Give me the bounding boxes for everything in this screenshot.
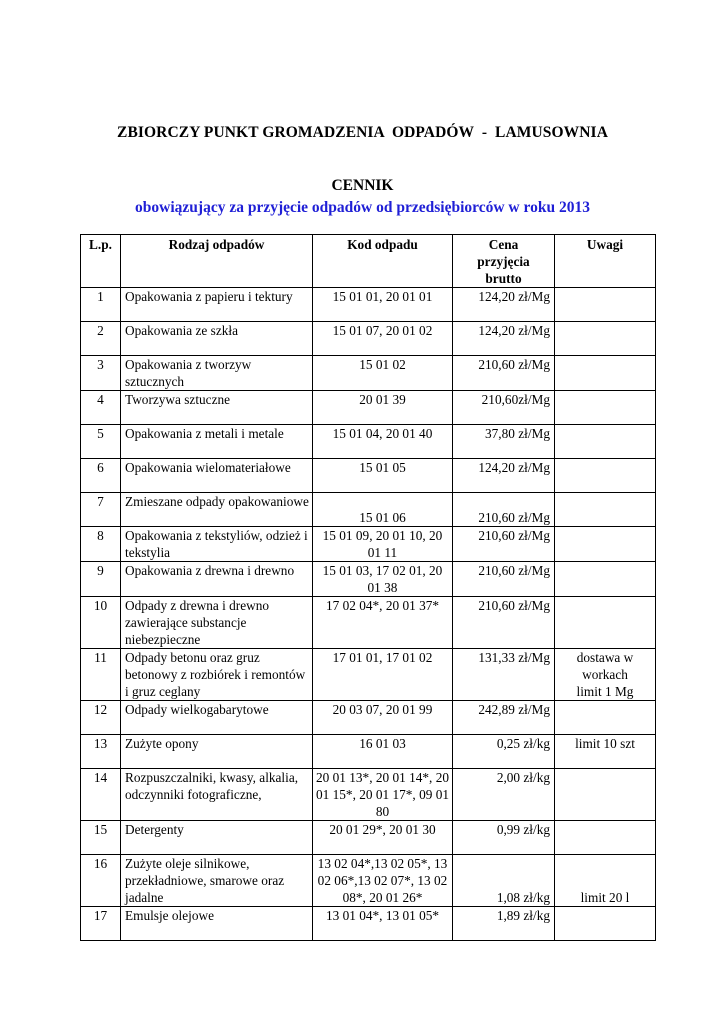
note-cell <box>555 459 656 493</box>
column-header-notes: Uwagi <box>555 235 656 288</box>
row-number-cell: 14 <box>81 769 121 821</box>
table-row <box>81 425 656 459</box>
price-cell: 210,60 zł/Mg <box>453 493 555 527</box>
price-cell: 210,60 zł/Mg <box>453 597 555 649</box>
row-number-cell: 13 <box>81 735 121 769</box>
row-number-cell: 5 <box>81 425 121 459</box>
table-row <box>81 493 656 527</box>
row-number-cell: 9 <box>81 562 121 597</box>
waste-type-cell: Tworzywa sztuczne <box>121 391 313 425</box>
note-cell: dostawa w workach limit 1 Mg <box>555 649 656 701</box>
table-row <box>81 735 656 769</box>
waste-type-cell: Opakowania ze szkła <box>121 322 313 356</box>
note-cell <box>555 288 656 322</box>
row-number-cell: 6 <box>81 459 121 493</box>
waste-type-cell: Odpady wielkogabarytowe <box>121 701 313 735</box>
price-cell: 2,00 zł/kg <box>453 769 555 821</box>
price-cell: 1,08 zł/kg <box>453 855 555 907</box>
cennik-heading: CENNIK <box>331 177 394 194</box>
price-cell: 131,33 zł/Mg <box>453 649 555 701</box>
note-cell <box>555 356 656 391</box>
waste-type-cell: Rozpuszczalniki, kwasy, alkalia, odczynniki fotograficzne, <box>121 769 313 821</box>
price-cell: 124,20 zł/Mg <box>453 322 555 356</box>
row-number-cell: 2 <box>81 322 121 356</box>
note-cell <box>555 425 656 459</box>
note-cell <box>555 391 656 425</box>
row-number-cell: 15 <box>81 821 121 855</box>
waste-code-cell: 20 03 07, 20 01 99 <box>313 701 453 735</box>
price-cell: 37,80 zł/Mg <box>453 425 555 459</box>
note-cell <box>555 769 656 821</box>
price-cell: 124,20 zł/Mg <box>453 459 555 493</box>
table-row <box>81 907 656 941</box>
table-row <box>81 649 656 701</box>
row-number-cell: 7 <box>81 493 121 527</box>
note-cell <box>555 562 656 597</box>
waste-code-cell: 15 01 03, 17 02 01, 20 01 38 <box>313 562 453 597</box>
waste-code-cell: 15 01 07, 20 01 02 <box>313 322 453 356</box>
waste-code-cell: 20 01 39 <box>313 391 453 425</box>
table-row <box>81 701 656 735</box>
note-cell <box>555 597 656 649</box>
table-row <box>81 527 656 562</box>
waste-code-cell: 15 01 05 <box>313 459 453 493</box>
column-header-lp: L.p. <box>81 235 121 288</box>
price-cell: 0,25 zł/kg <box>453 735 555 769</box>
waste-type-cell: Emulsje olejowe <box>121 907 313 941</box>
price-table <box>80 234 656 941</box>
price-cell: 242,89 zł/Mg <box>453 701 555 735</box>
waste-type-cell: Zużyte opony <box>121 735 313 769</box>
table-row <box>81 821 656 855</box>
waste-code-cell: 16 01 03 <box>313 735 453 769</box>
table-row <box>81 322 656 356</box>
price-cell: 0,99 zł/kg <box>453 821 555 855</box>
waste-type-cell: Zużyte oleje silnikowe, przekładniowe, smarowe oraz jadalne <box>121 855 313 907</box>
waste-code-cell: 20 01 13*, 20 01 14*, 20 01 15*, 20 01 17*, 09 01 80 <box>313 769 453 821</box>
table-row <box>81 459 656 493</box>
waste-type-cell: Zmieszane odpady opakowaniowe <box>121 493 313 527</box>
waste-type-cell: Opakowania wielomateriałowe <box>121 459 313 493</box>
waste-type-cell: Opakowania z drewna i drewno <box>121 562 313 597</box>
note-cell <box>555 527 656 562</box>
row-number-cell: 11 <box>81 649 121 701</box>
waste-type-cell: Opakowania z tworzyw sztucznych <box>121 356 313 391</box>
note-cell <box>555 907 656 941</box>
table-body <box>81 288 656 941</box>
note-cell: limit 10 szt <box>555 735 656 769</box>
note-cell <box>555 701 656 735</box>
row-number-cell: 8 <box>81 527 121 562</box>
waste-code-cell: 13 02 04*,13 02 05*, 13 02 06*,13 02 07*, 13 02 08*, 20 01 26* <box>313 855 453 907</box>
waste-code-cell: 15 01 02 <box>313 356 453 391</box>
price-cell: 124,20 zł/Mg <box>453 288 555 322</box>
note-cell <box>555 821 656 855</box>
price-cell: 1,89 zł/kg <box>453 907 555 941</box>
table-row <box>81 391 656 425</box>
price-cell: 210,60 zł/Mg <box>453 562 555 597</box>
waste-type-cell: Detergenty <box>121 821 313 855</box>
waste-code-cell: 17 02 04*, 20 01 37* <box>313 597 453 649</box>
table-row <box>81 855 656 907</box>
waste-code-cell: 15 01 06 <box>313 493 453 527</box>
note-cell <box>555 493 656 527</box>
row-number-cell: 16 <box>81 855 121 907</box>
waste-type-cell: Opakowania z tekstyliów, odzież i tekstylia <box>121 527 313 562</box>
price-cell: 210,60 zł/Mg <box>453 356 555 391</box>
table-row <box>81 597 656 649</box>
waste-type-cell: Odpady betonu oraz gruz betonowy z rozbiórek i remontów i gruz ceglany <box>121 649 313 701</box>
column-header-waste-type: Rodzaj odpadów <box>121 235 313 288</box>
table-row <box>81 562 656 597</box>
row-number-cell: 3 <box>81 356 121 391</box>
document-title: ZBIORCZY PUNKT GROMADZENIA ODPADÓW - LAMUSOWNIA <box>117 124 608 141</box>
note-cell <box>555 322 656 356</box>
table-row <box>81 288 656 322</box>
column-header-price: Cena przyjęcia brutto <box>453 235 555 288</box>
waste-type-cell: Opakowania z papieru i tektury <box>121 288 313 322</box>
waste-code-cell: 13 01 04*, 13 01 05* <box>313 907 453 941</box>
price-cell: 210,60 zł/Mg <box>453 527 555 562</box>
note-cell: limit 20 l <box>555 855 656 907</box>
waste-code-cell: 15 01 09, 20 01 10, 20 01 11 <box>313 527 453 562</box>
row-number-cell: 4 <box>81 391 121 425</box>
waste-code-cell: 20 01 29*, 20 01 30 <box>313 821 453 855</box>
row-number-cell: 10 <box>81 597 121 649</box>
column-header-waste-code: Kod odpadu <box>313 235 453 288</box>
table-header-row <box>81 235 656 288</box>
waste-code-cell: 17 01 01, 17 01 02 <box>313 649 453 701</box>
waste-code-cell: 15 01 01, 20 01 01 <box>313 288 453 322</box>
row-number-cell: 12 <box>81 701 121 735</box>
waste-code-cell: 15 01 04, 20 01 40 <box>313 425 453 459</box>
row-number-cell: 17 <box>81 907 121 941</box>
waste-type-cell: Opakowania z metali i metale <box>121 425 313 459</box>
price-cell: 210,60zł/Mg <box>453 391 555 425</box>
table-row <box>81 769 656 821</box>
waste-type-cell: Odpady z drewna i drewno zawierające substancje niebezpieczne <box>121 597 313 649</box>
cennik-subtitle: obowiązujący za przyjęcie odpadów od przedsiębiorców w roku 2013 <box>135 199 590 216</box>
row-number-cell: 1 <box>81 288 121 322</box>
table-row <box>81 356 656 391</box>
